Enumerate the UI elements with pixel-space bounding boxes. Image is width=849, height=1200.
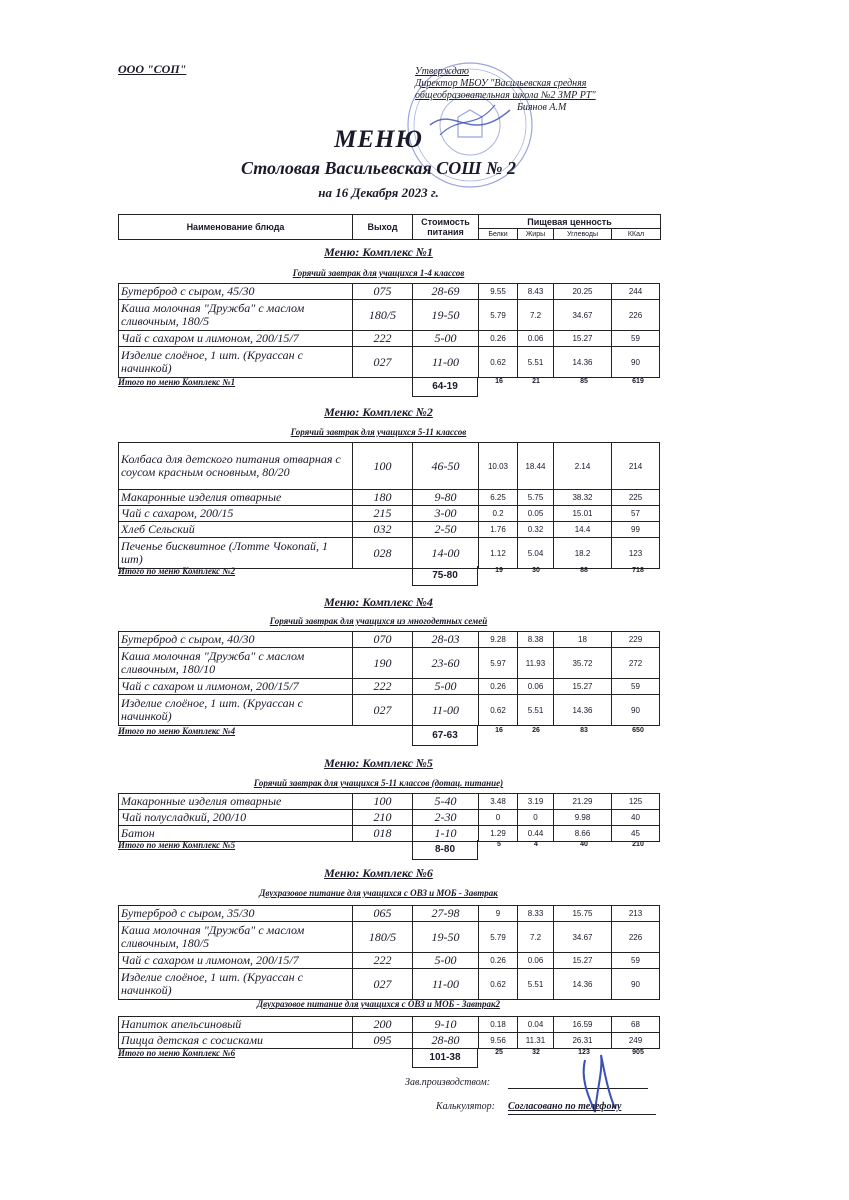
dish-fat: 5.75: [518, 490, 554, 506]
dish-output: 070: [353, 632, 413, 648]
section-subtitle: Горячий завтрак для учащихся 5-11 классов: [290, 427, 467, 437]
calculator-label: Калькулятор:: [436, 1101, 495, 1112]
dish-fat: 0.06: [518, 331, 554, 347]
dish-price: 46-50: [413, 443, 479, 490]
dish-protein: 0.26: [479, 331, 518, 347]
section-title: Меню: Комплекс №5: [324, 756, 433, 770]
dish-carbs: 14.4: [554, 522, 612, 538]
dish-kcal: 229: [612, 632, 660, 648]
dish-output: 210: [353, 810, 413, 826]
table-row: [119, 506, 660, 522]
total-fat: 21: [532, 378, 540, 385]
dish-output: 075: [353, 284, 413, 300]
dish-fat: 0.06: [518, 953, 554, 969]
dish-carbs: 15.75: [554, 906, 612, 922]
dish-fat: 11.31: [518, 1033, 554, 1049]
dish-name: Каша молочная "Дружба" с маслом сливочным, 180/10: [119, 648, 353, 679]
total-fat: 26: [532, 727, 540, 734]
dish-price: 9-10: [413, 1017, 479, 1033]
dish-price: 2-30: [413, 810, 479, 826]
dish-kcal: 214: [612, 443, 660, 490]
total-fat: 32: [532, 1049, 540, 1056]
dish-kcal: 45: [612, 826, 660, 842]
dish-kcal: 226: [612, 300, 660, 331]
total-carbs: 123: [578, 1049, 590, 1056]
dish-name: Изделие слоёное, 1 шт. (Круассан с начинкой): [119, 695, 353, 726]
section-subtitle: Горячий завтрак для учащихся 1-4 классов: [292, 268, 465, 278]
total-kcal: 905: [632, 1049, 644, 1056]
dish-protein: 5.79: [479, 922, 518, 953]
menu-date: на 16 Декабря 2023 г.: [318, 185, 439, 200]
dish-protein: 1.76: [479, 522, 518, 538]
table-row: [119, 300, 660, 331]
dish-name: Изделие слоёное, 1 шт. (Круассан с начинкой): [119, 969, 353, 1000]
dish-price: 27-98: [413, 906, 479, 922]
dish-name: Изделие слоёное, 1 шт. (Круассан с начинкой): [119, 347, 353, 378]
dish-carbs: 18.2: [554, 538, 612, 569]
dish-protein: 0.26: [479, 953, 518, 969]
dish-output: 180/5: [353, 922, 413, 953]
dish-table: [118, 905, 660, 1000]
dish-protein: 0.26: [479, 679, 518, 695]
total-carbs: 88: [580, 567, 588, 574]
dish-carbs: 14.36: [554, 695, 612, 726]
dish-carbs: 34.67: [554, 922, 612, 953]
dish-protein: 10.03: [479, 443, 518, 490]
total-price: 101-38: [412, 1048, 478, 1068]
dish-carbs: 15.27: [554, 679, 612, 695]
dish-kcal: 249: [612, 1033, 660, 1049]
total-carbs: 83: [580, 727, 588, 734]
dish-fat: 5.51: [518, 969, 554, 1000]
dish-price: 28-03: [413, 632, 479, 648]
manager-label: Зав.производством:: [405, 1077, 491, 1088]
total-protein: 25: [495, 1049, 503, 1056]
dish-price: 28-80: [413, 1033, 479, 1049]
dish-table: [118, 793, 660, 842]
dish-kcal: 225: [612, 490, 660, 506]
table-row: [119, 695, 660, 726]
total-price: 67-63: [412, 726, 478, 746]
total-protein: 16: [495, 727, 503, 734]
dish-output: 028: [353, 538, 413, 569]
calculator-signature-line: [508, 1114, 656, 1115]
dish-output: 222: [353, 679, 413, 695]
section-title: Меню: Комплекс №4: [324, 595, 433, 609]
dish-price: 19-50: [413, 300, 479, 331]
dish-fat: 8.38: [518, 632, 554, 648]
dish-output: 032: [353, 522, 413, 538]
canteen-name: Столовая Васильевская СОШ № 2: [241, 158, 516, 178]
total-protein: 19: [495, 567, 503, 574]
table-row: [119, 632, 660, 648]
dish-output: 027: [353, 695, 413, 726]
dish-carbs: 26.31: [554, 1033, 612, 1049]
table-row: [119, 490, 660, 506]
dish-protein: 9.55: [479, 284, 518, 300]
approval-block: [415, 66, 596, 114]
total-kcal: 619: [632, 378, 644, 385]
dish-fat: 11.93: [518, 648, 554, 679]
director-name: Биянов А.М: [517, 102, 567, 113]
table-row: [119, 443, 660, 490]
dish-protein: 0.18: [479, 1017, 518, 1033]
total-price: 75-80: [412, 566, 478, 586]
header-nutrition: Пищевая ценность: [527, 216, 612, 227]
dish-protein: 5.79: [479, 300, 518, 331]
dish-fat: 0: [518, 810, 554, 826]
section-title: Меню: Комплекс №1: [324, 245, 433, 259]
approve-line-1: Утверждаю: [415, 66, 469, 77]
dish-fat: 18.44: [518, 443, 554, 490]
table-row: [119, 679, 660, 695]
dish-output: 095: [353, 1033, 413, 1049]
dish-fat: 0.04: [518, 1017, 554, 1033]
table-row: [119, 331, 660, 347]
dish-protein: 0.62: [479, 969, 518, 1000]
header-carbs: Углеводы: [554, 228, 612, 239]
dish-fat: 5.04: [518, 538, 554, 569]
dish-price: 9-80: [413, 490, 479, 506]
dish-name: Бутерброд с сыром, 35/30: [119, 906, 353, 922]
dish-price: 11-00: [413, 347, 479, 378]
dish-protein: 1.29: [479, 826, 518, 842]
section-title: Меню: Комплекс №6: [324, 866, 433, 880]
dish-table: [118, 283, 660, 378]
dish-carbs: 14.36: [554, 347, 612, 378]
dish-name: Чай с сахаром и лимоном, 200/15/7: [119, 679, 353, 695]
dish-carbs: 9.98: [554, 810, 612, 826]
dish-output: 100: [353, 794, 413, 810]
header-fat: Жиры: [518, 228, 554, 239]
total-label: Итого по меню Комплекс №1: [118, 377, 236, 387]
table-row: [119, 1033, 660, 1049]
dish-fat: 5.51: [518, 695, 554, 726]
table-row: [119, 953, 660, 969]
dish-fat: 3.19: [518, 794, 554, 810]
section-subtitle: Двухразовое питание для учащихся с ОВЗ и МОБ - Завтрак: [259, 888, 498, 898]
dish-name: Чай с сахаром и лимоном, 200/15/7: [119, 331, 353, 347]
total-price: 64-19: [412, 377, 478, 397]
dish-name: Напиток апельсиновый: [119, 1017, 353, 1033]
dish-kcal: 90: [612, 695, 660, 726]
dish-protein: 3.48: [479, 794, 518, 810]
dish-protein: 9.56: [479, 1033, 518, 1049]
section-subtitle-2: Двухразовое питание для учащихся с ОВЗ и МОБ - Завтрак2: [256, 999, 501, 1009]
dish-kcal: 272: [612, 648, 660, 679]
dish-price: 5-00: [413, 953, 479, 969]
dish-output: 027: [353, 347, 413, 378]
dish-price: 5-00: [413, 331, 479, 347]
dish-kcal: 226: [612, 922, 660, 953]
dish-fat: 0.05: [518, 506, 554, 522]
table-row: [119, 906, 660, 922]
header-kcal: ККал: [612, 228, 660, 239]
section-subtitle: Горячий завтрак для учащихся 5-11 классов (дотац. питание): [253, 778, 504, 788]
dish-kcal: 59: [612, 953, 660, 969]
dish-carbs: 38.32: [554, 490, 612, 506]
dish-kcal: 68: [612, 1017, 660, 1033]
dish-carbs: 8.66: [554, 826, 612, 842]
dish-price: 23-60: [413, 648, 479, 679]
dish-name: Печенье бисквитное (Лотте Чокопай, 1 шт): [119, 538, 353, 569]
dish-price: 5-00: [413, 679, 479, 695]
dish-fat: 8.33: [518, 906, 554, 922]
dish-name: Макаронные изделия отварные: [119, 490, 353, 506]
dish-protein: 0: [479, 810, 518, 826]
dish-price: 5-40: [413, 794, 479, 810]
dish-output: 018: [353, 826, 413, 842]
dish-kcal: 90: [612, 969, 660, 1000]
table-row: [119, 284, 660, 300]
total-carbs: 40: [580, 841, 588, 848]
dish-carbs: 14.36: [554, 969, 612, 1000]
dish-price: 3-00: [413, 506, 479, 522]
total-kcal: 650: [632, 727, 644, 734]
section-subtitle: Горячий завтрак для учащихся из многодетных семей: [269, 616, 488, 626]
table-row: [119, 794, 660, 810]
dish-fat: 5.51: [518, 347, 554, 378]
dish-carbs: 21.29: [554, 794, 612, 810]
dish-price: 11-00: [413, 969, 479, 1000]
total-fat: 30: [532, 567, 540, 574]
dish-carbs: 18: [554, 632, 612, 648]
header-output: Выход: [353, 215, 413, 239]
total-fat: 4: [534, 841, 538, 848]
menu-title: МЕНЮ: [334, 126, 423, 153]
table-row: [119, 538, 660, 569]
dish-output: 222: [353, 953, 413, 969]
dish-carbs: 20.25: [554, 284, 612, 300]
table-row: [119, 347, 660, 378]
dish-output: 222: [353, 331, 413, 347]
dish-name: Бутерброд с сыром, 45/30: [119, 284, 353, 300]
dish-price: 11-00: [413, 695, 479, 726]
dish-table: [118, 631, 660, 726]
dish-name: Колбаса для детского питания отварная с соусом красным основным, 80/20: [119, 443, 353, 490]
dish-name: Каша молочная "Дружба" с маслом сливочным, 180/5: [119, 922, 353, 953]
dish-fat: 7.2: [518, 922, 554, 953]
dish-table: [118, 1016, 660, 1049]
dish-kcal: 59: [612, 679, 660, 695]
dish-price: 14-00: [413, 538, 479, 569]
dish-table: [118, 442, 660, 569]
agreed-by-phone: Согласовано по телефону: [508, 1101, 622, 1112]
dish-output: 180: [353, 490, 413, 506]
dish-name: Пицца детская с сосисками: [119, 1033, 353, 1049]
dish-kcal: 213: [612, 906, 660, 922]
table-header: [118, 214, 661, 240]
header-cost: Стоимость питания: [413, 215, 479, 239]
dish-protein: 6.25: [479, 490, 518, 506]
dish-carbs: 34.67: [554, 300, 612, 331]
dish-name: Бутерброд с сыром, 40/30: [119, 632, 353, 648]
dish-kcal: 123: [612, 538, 660, 569]
total-carbs: 85: [580, 378, 588, 385]
dish-fat: 8.43: [518, 284, 554, 300]
dish-output: 215: [353, 506, 413, 522]
dish-fat: 7.2: [518, 300, 554, 331]
dish-name: Каша молочная "Дружба" с маслом сливочным, 180/5: [119, 300, 353, 331]
total-label: Итого по меню Комплекс №6: [118, 1048, 236, 1058]
dish-output: 065: [353, 906, 413, 922]
dish-name: Макаронные изделия отварные: [119, 794, 353, 810]
dish-fat: 0.44: [518, 826, 554, 842]
dish-name: Чай полусладкий, 200/10: [119, 810, 353, 826]
dish-kcal: 59: [612, 331, 660, 347]
dish-carbs: 15.27: [554, 331, 612, 347]
dish-protein: 1.12: [479, 538, 518, 569]
dish-price: 2-50: [413, 522, 479, 538]
dish-price: 1-10: [413, 826, 479, 842]
table-row: [119, 969, 660, 1000]
dish-kcal: 244: [612, 284, 660, 300]
approve-line-3: общеобразовательная школа №2 ЗМР РТ": [415, 90, 596, 101]
dish-carbs: 35.72: [554, 648, 612, 679]
dish-name: Батон: [119, 826, 353, 842]
dish-carbs: 15.27: [554, 953, 612, 969]
total-label: Итого по меню Комплекс №5: [118, 840, 236, 850]
dish-kcal: 57: [612, 506, 660, 522]
total-protein: 5: [497, 841, 501, 848]
dish-name: Чай с сахаром и лимоном, 200/15/7: [119, 953, 353, 969]
total-kcal: 210: [632, 841, 644, 848]
dish-protein: 0.62: [479, 695, 518, 726]
section-title: Меню: Комплекс №2: [324, 405, 433, 419]
total-protein: 16: [495, 378, 503, 385]
table-row: [119, 1017, 660, 1033]
dish-output: 180/5: [353, 300, 413, 331]
dish-protein: 5.97: [479, 648, 518, 679]
dish-carbs: 16.59: [554, 1017, 612, 1033]
dish-protein: 9.28: [479, 632, 518, 648]
total-price: 8-80: [412, 840, 478, 860]
dish-protein: 9: [479, 906, 518, 922]
dish-kcal: 40: [612, 810, 660, 826]
header-protein: Белки: [479, 228, 518, 239]
dish-carbs: 15.01: [554, 506, 612, 522]
total-kcal: 718: [632, 567, 644, 574]
approve-line-2: Директор МБОУ "Васильевская средняя: [415, 78, 587, 89]
table-row: [119, 810, 660, 826]
dish-output: 200: [353, 1017, 413, 1033]
dish-protein: 0.2: [479, 506, 518, 522]
table-row: [119, 922, 660, 953]
total-label: Итого по меню Комплекс №2: [118, 566, 236, 576]
table-row: [119, 648, 660, 679]
dish-output: 027: [353, 969, 413, 1000]
organization-name: ООО "СОП": [118, 62, 187, 76]
dish-kcal: 125: [612, 794, 660, 810]
dish-protein: 0.62: [479, 347, 518, 378]
dish-fat: 0.32: [518, 522, 554, 538]
dish-output: 100: [353, 443, 413, 490]
dish-name: Чай с сахаром, 200/15: [119, 506, 353, 522]
total-label: Итого по меню Комплекс №4: [118, 726, 236, 736]
dish-kcal: 90: [612, 347, 660, 378]
dish-output: 190: [353, 648, 413, 679]
dish-price: 19-50: [413, 922, 479, 953]
dish-name: Хлеб Сельский: [119, 522, 353, 538]
dish-kcal: 99: [612, 522, 660, 538]
dish-fat: 0.06: [518, 679, 554, 695]
table-row: [119, 522, 660, 538]
header-name: Наименование блюда: [119, 215, 353, 239]
dish-carbs: 2.14: [554, 443, 612, 490]
dish-price: 28-69: [413, 284, 479, 300]
